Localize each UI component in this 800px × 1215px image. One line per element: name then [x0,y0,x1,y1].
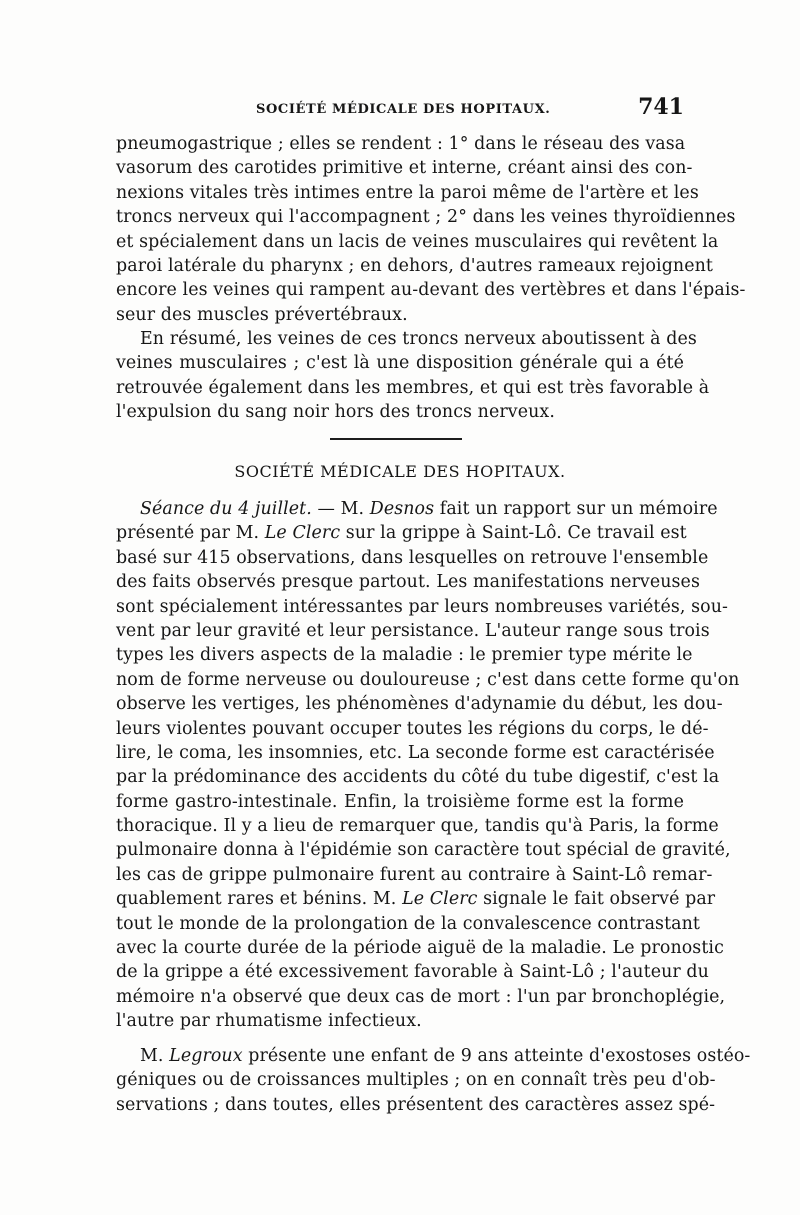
text-line: pulmonaire donna à l'épidémie son caractère tout spécial de gravité, [116,840,731,861]
text-line: veines musculaires ; c'est là une disposition générale qui a été [116,353,684,374]
section-divider [330,438,462,440]
text-line: observe les vertiges, les phénomènes d'adynamie du début, les dou- [116,694,723,715]
text-line: vent par leur gravité et leur persistance. L'auteur range sous trois [116,620,710,641]
text-line: retrouvée également dans les membres, et qui est très favorable à [116,377,710,398]
text-line: les cas de grippe pulmonaire furent au contraire à Saint-Lô remar- [116,864,713,885]
text-line [116,521,687,545]
text-line: nexions vitales très intimes entre la paroi même de l'artère et les [116,182,699,203]
text-line: thoracique. Il y a lieu de remarquer que, tandis qu'à Paris, la forme [116,816,719,837]
text-run: présente une enfant de 9 ans atteinte d'exostoses ostéo- [242,1046,751,1066]
text-line: En résumé, les veines de ces troncs nerveux aboutissent à des [140,329,697,349]
text-line: forme gastro-intestinale. Enfin, la troisième forme est la forme [116,791,684,812]
text-line: l'expulsion du sang noir hors des troncs nerveux. [116,402,555,423]
text-line: avec la courte durée de la période aiguë de la maladie. Le pronostic [116,938,724,959]
text-line: mémoire n'a observé que deux cas de mort : l'un par bronchoplégie, [116,986,726,1007]
author-name: Legroux [169,1046,243,1066]
text-line: troncs nerveux qui l'accompagnent ; 2° dans les veines thyroïdiennes [116,207,736,228]
text-line: de la grippe a été excessivement favorable à Saint-Lô ; l'auteur du [116,962,709,983]
text-line: types les divers aspects de la maladie : le premier type mérite le [116,645,693,666]
text-line: encore les veines qui rampent au-devant des vertèbres et dans l'épais- [116,280,746,301]
text-line: par la prédominance des accidents du côté du tube digestif, c'est la [116,767,720,788]
text-line: nom de forme nerveuse ou douloureuse ; c'est dans cette forme qu'on [116,669,740,690]
text-line: leurs violentes pouvant occuper toutes les régions du corps, le dé- [116,718,709,739]
author-name: Le Clerc [264,523,341,544]
author-name: Le Clerc [402,889,478,910]
paragraph-seance [116,497,740,1034]
text-line: l'autre par rhumatisme infectieux. [116,1011,422,1032]
text-run: — M. [311,499,370,519]
text-line: sont spécialement intéressantes par leurs nombreuses variétés, sou- [116,596,729,617]
text-run: présenté par M. [116,523,265,544]
section-heading: SOCIÉTÉ MÉDICALE DES HOPITAUX. [234,462,566,481]
text-line: servations ; dans toutes, elles présentent des caractères assez spé- [116,1094,716,1115]
text-line: pneumogastrique ; elles se rendent : 1° dans le réseau des vasa [116,134,686,154]
text-line: tout le monde de la prolongation de la convalescence contrastant [116,913,701,934]
text-line: vasorum des carotides primitive et interne, créant ainsi des con- [116,158,693,179]
text-line: et spécialement dans un lacis de veines musculaires qui revêtent la [116,231,719,252]
text-line: seur des muscles prévertébraux. [116,304,408,325]
page-number: 741 [638,94,684,120]
text-line: basé sur 415 observations, dans lesquelles on retrouve l'ensemble [116,547,709,568]
text-line: paroi latérale du pharynx ; en dehors, d'autres rameaux rejoignent [116,255,714,276]
text-line: des faits observés presque partout. Les manifestations nerveuses [116,572,700,593]
text-run: sur la grippe à Saint-Lô. Ce travail est [340,523,687,544]
text-run: quablement rares et bénins. M. [116,889,403,910]
text-run: M. [140,1046,170,1066]
paragraph-resume [116,327,710,425]
text-line [116,1044,751,1068]
text-run: fait un rapport sur un mémoire [434,499,718,519]
session-date: Séance du 4 juillet. [140,499,312,519]
text-run: signale le fait observé par [477,889,716,910]
author-name: Desnos [369,499,435,519]
text-line: géniques ou de croissances multiples ; on en connaît très peu d'ob- [116,1070,716,1091]
running-header [116,92,684,122]
running-title: SOCIÉTÉ MÉDICALE DES HOPITAUX. [256,102,551,117]
text-line [116,497,718,521]
paragraph-legroux [116,1044,751,1117]
text-line [116,887,716,911]
paragraph-continuation [116,132,746,327]
text-line: lire, le coma, les insomnies, etc. La seconde forme est caractérisée [116,742,715,763]
